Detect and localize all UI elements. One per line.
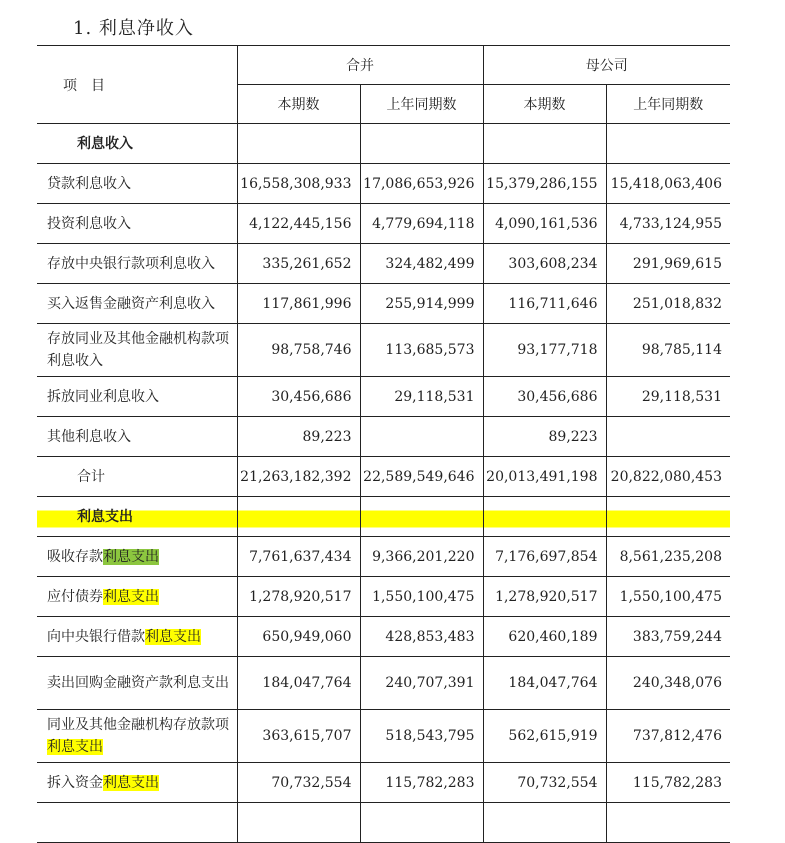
table-row	[37, 657, 730, 710]
cell-value: 620,460,189	[483, 617, 606, 657]
item-header: 项 目	[37, 46, 237, 124]
cell-value: 98,758,746	[237, 324, 360, 377]
label-text: 应付债券	[47, 588, 103, 605]
cell-value: 8,561,235,208	[606, 537, 730, 577]
consolidated-header: 合并	[237, 46, 483, 85]
row-label: 合计	[37, 457, 237, 497]
row-label: 其他利息收入	[37, 417, 237, 457]
cell-value: 9,366,201,220	[360, 537, 483, 577]
cell-value: 21,263,182,392	[237, 457, 360, 497]
cell-value: 70,732,554	[483, 763, 606, 803]
table-row	[37, 417, 730, 457]
row-label: 买入返售金融资产利息收入	[37, 284, 237, 324]
cell-value: 4,733,124,955	[606, 204, 730, 244]
highlighted-text: 利息支出	[103, 548, 159, 565]
table-row	[37, 204, 730, 244]
cell-value: 30,456,686	[483, 377, 606, 417]
row-label	[37, 577, 237, 617]
label-text: 同业及其他金融机构存放款项	[47, 717, 229, 733]
cell-value: 93,177,718	[483, 324, 606, 377]
cell-value	[606, 497, 730, 537]
cell-value: 22,589,549,646	[360, 457, 483, 497]
cell-value: 89,223	[237, 417, 360, 457]
cell-value: 70,732,554	[237, 763, 360, 803]
table-row	[37, 377, 730, 417]
cell-value: 15,418,063,406	[606, 164, 730, 204]
row-label: 贷款利息收入	[37, 164, 237, 204]
row-label: 拆放同业利息收入	[37, 377, 237, 417]
prior-header: 上年同期数	[606, 85, 730, 124]
cell-value: 7,176,697,854	[483, 537, 606, 577]
cell-value: 115,782,283	[606, 763, 730, 803]
section-title: 1. 利息净收入	[73, 18, 194, 39]
cell-value: 98,785,114	[606, 324, 730, 377]
cell-value	[237, 124, 360, 164]
table-row	[37, 537, 730, 577]
cell-value: 29,118,531	[606, 377, 730, 417]
cell-value: 335,261,652	[237, 244, 360, 284]
table-row	[37, 124, 730, 164]
highlighted-text: 利息支出	[145, 628, 201, 645]
label-text: 吸收存款	[47, 548, 103, 565]
cell-value	[360, 417, 483, 457]
row-label: 利息收入	[37, 124, 237, 164]
table-row	[37, 324, 730, 377]
table-row	[37, 244, 730, 284]
table-row	[37, 577, 730, 617]
cell-value: 16,558,308,933	[237, 164, 360, 204]
cell-value: 363,615,707	[237, 710, 360, 763]
highlighted-text: 利息支出	[103, 774, 159, 791]
cell-value	[237, 497, 360, 537]
current-header: 本期数	[237, 85, 360, 124]
table-row	[37, 763, 730, 803]
cell-value: 20,013,491,198	[483, 457, 606, 497]
cell-value: 251,018,832	[606, 284, 730, 324]
cell-value: 650,949,060	[237, 617, 360, 657]
cell-value: 113,685,573	[360, 324, 483, 377]
row-label	[37, 617, 237, 657]
cell-value: 1,278,920,517	[483, 577, 606, 617]
cell-value: 1,550,100,475	[606, 577, 730, 617]
cell-value: 15,379,286,155	[483, 164, 606, 204]
cell-value: 562,615,919	[483, 710, 606, 763]
cell-value: 30,456,686	[237, 377, 360, 417]
header-row-1	[37, 46, 730, 85]
cell-value: 518,543,795	[360, 710, 483, 763]
row-label	[37, 763, 237, 803]
cell-value	[606, 417, 730, 457]
cell-value: 184,047,764	[237, 657, 360, 710]
parent-header: 母公司	[483, 46, 730, 85]
cell-value: 737,812,476	[606, 710, 730, 763]
cell-value: 20,822,080,453	[606, 457, 730, 497]
cell-value: 240,707,391	[360, 657, 483, 710]
cell-value: 184,047,764	[483, 657, 606, 710]
row-label: 存放同业及其他金融机构款项利息收入	[37, 324, 237, 377]
cell-value: 255,914,999	[360, 284, 483, 324]
current-header: 本期数	[483, 85, 606, 124]
row-label: 卖出回购金融资产款利息支出	[37, 657, 237, 710]
cell-value: 383,759,244	[606, 617, 730, 657]
row-label: 存放中央银行款项利息收入	[37, 244, 237, 284]
cell-value: 4,090,161,536	[483, 204, 606, 244]
cell-value: 428,853,483	[360, 617, 483, 657]
table-row	[37, 710, 730, 763]
cell-value	[483, 497, 606, 537]
cell-value: 291,969,615	[606, 244, 730, 284]
table-row	[37, 284, 730, 324]
table-row	[37, 803, 730, 843]
cell-value	[606, 124, 730, 164]
cell-value: 4,779,694,118	[360, 204, 483, 244]
cell-value: 303,608,234	[483, 244, 606, 284]
table-row	[37, 164, 730, 204]
row-label	[37, 537, 237, 577]
label-text: 向中央银行借款	[47, 628, 145, 645]
cell-value: 4,122,445,156	[237, 204, 360, 244]
label-text: 拆入资金	[47, 774, 103, 791]
table-row	[37, 617, 730, 657]
table-row-total	[37, 457, 730, 497]
cell-value	[360, 124, 483, 164]
cell-value	[360, 497, 483, 537]
cell-value: 115,782,283	[360, 763, 483, 803]
cell-value: 89,223	[483, 417, 606, 457]
row-label	[37, 710, 237, 763]
cell-value: 324,482,499	[360, 244, 483, 284]
cell-value	[483, 124, 606, 164]
highlighted-text: 利息支出	[103, 588, 159, 605]
cell-value: 1,278,920,517	[237, 577, 360, 617]
interest-income-table	[37, 45, 730, 843]
highlighted-text: 利息支出	[47, 739, 103, 755]
cell-value: 116,711,646	[483, 284, 606, 324]
row-label: 投资利息收入	[37, 204, 237, 244]
table-row-highlighted	[37, 497, 730, 537]
cell-value: 7,761,637,434	[237, 537, 360, 577]
cell-value: 240,348,076	[606, 657, 730, 710]
cell-value: 29,118,531	[360, 377, 483, 417]
cell-value: 1,550,100,475	[360, 577, 483, 617]
cell-value: 17,086,653,926	[360, 164, 483, 204]
cell-value: 117,861,996	[237, 284, 360, 324]
prior-header: 上年同期数	[360, 85, 483, 124]
row-label: 利息支出	[37, 497, 237, 537]
